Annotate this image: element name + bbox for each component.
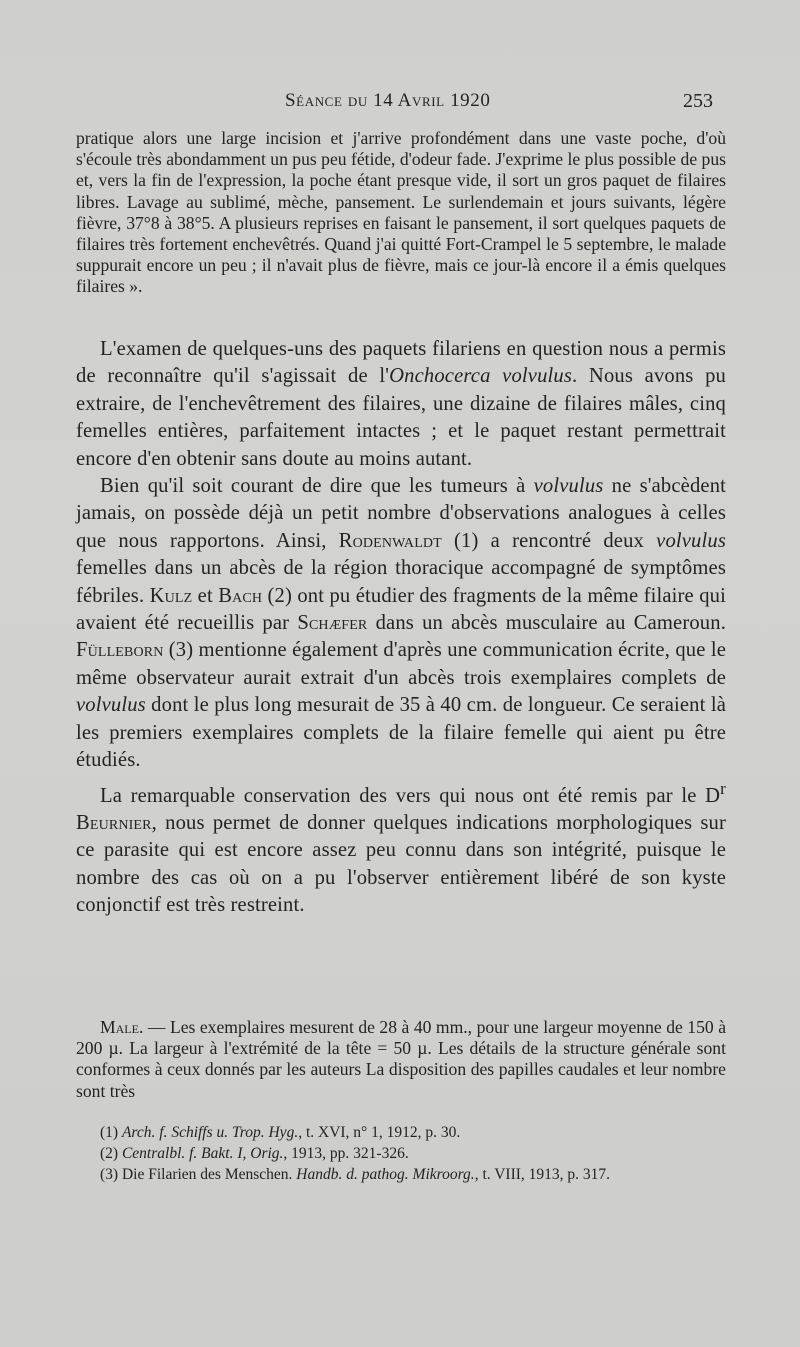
- text-run: femelles dans un abcès de la région thoracique accompagné de symptômes fébriles.: [76, 557, 726, 607]
- text-run: (2) ont pu étudier des fragments de la même filaire qui avaient été recueillis par: [76, 584, 726, 635]
- text-run: . Nous avons pu extraire, de l'enchevêtrement des filaires, une dizaine de filaires mâles, cinq femelles entières, parfaitement intactes ; et le paquet restant permettrait encore d'en obtenir sans doute au moins autant.: [76, 365, 726, 470]
- citation-detail: , t. VIII, 1913, p. 317.: [474, 1166, 611, 1183]
- journal-title: Centralbl. f. Bakt. I, Orig.: [121, 1145, 284, 1162]
- paragraph-examen: [76, 336, 726, 473]
- quoted-case-report: [76, 128, 726, 298]
- citation-detail: , t. XVI, n° 1, 1912, p. 30.: [298, 1124, 461, 1141]
- text-run: Bien qu'il soit courant de dire que les tumeurs à: [100, 475, 534, 498]
- superscript: r: [720, 778, 726, 798]
- footnote-1: [76, 1122, 726, 1143]
- page-number: 253: [683, 90, 713, 112]
- text-run: dont le plus long mesurait de 35 à 40 cm. de longueur. Ce seraient là les premiers exemplaires complets de la filaire femelle qui aient pu être étudiés.: [76, 694, 726, 772]
- footnote-number: (2): [100, 1145, 122, 1162]
- journal-title: Handb. d. pathog. Mikroorg.: [296, 1166, 475, 1183]
- text-run: (3) mentionne également d'après une communication écrite, que le même observateur aurait extrait d'un abcès trois exemplaires complets de: [76, 639, 726, 689]
- text-run: La remarquable conservation des vers qui nous ont été remis par le D: [100, 784, 721, 807]
- citation-detail: , 1913, pp. 321-326.: [283, 1145, 409, 1162]
- paragraph-conservation: [76, 775, 726, 920]
- running-title: Séance du 14 Avril 1920: [285, 90, 491, 111]
- text-run: (1) a rencontré deux: [441, 529, 657, 552]
- male-description: [76, 1017, 726, 1102]
- species-name: Onchocerca volvulus: [389, 365, 572, 388]
- species-name: volvulus: [656, 529, 726, 552]
- footnote-2: [76, 1143, 726, 1164]
- text-run: et: [192, 584, 219, 607]
- quote-paragraph: pratique alors une large incision et j'arrive profondément dans une vaste poche, d'où s'écoule très abondamment un pus peu fétide, d'odeur fade. J'exprime le plus possible de pus et, vers la fin de l'expression, la poche étant presque vide, il sort un gros paquet de filaires libres. Lavage au sublimé, mèche, pansement. Le surlendemain et jours suivants, légère fièvre, 37°8 à 38°5. A plusieurs reprises en faisant le pansement, il sort quelques paquets de filaires très fortement enchevêtrés. Quand j'ai quitté Fort-Crampel le 5 septembre, le malade suppurait encore un peu ; il n'avait plus de fièvre, mais ce jour-là encore il a émis quelques filaires ».: [76, 128, 726, 297]
- author-name: Beurnier: [76, 811, 152, 834]
- footnotes: [76, 1122, 726, 1185]
- species-name: volvulus: [533, 475, 604, 498]
- body-text: [76, 336, 726, 919]
- journal-title: Arch. f. Schiffs u. Trop. Hyg.: [121, 1124, 299, 1141]
- footnote-number: (1): [100, 1124, 122, 1141]
- footnote-number: (3): [100, 1166, 122, 1183]
- section-label: Male.: [100, 1017, 144, 1037]
- text-run: — Les exemplaires mesurent de 28 à 40 mm., pour une largeur moyenne de 150 à 200 µ. La largeur à l'extrémité de la tête = 50 µ. Les détails de la structure générale sont conformes à ceux donnés par les auteurs La disposition des papilles caudales et leur nombre sont très: [76, 1017, 726, 1101]
- author-name: Rodenwaldt: [338, 529, 442, 552]
- text-run: , nous permet de donner quelques indications morphologiques sur ce parasite qui est encore assez peu connu dans son intégrité, puisque le nombre des cas où on a pu l'observer entièrement libéré de son kyste conjonctif est très restreint.: [76, 811, 726, 916]
- text-run: ne s'abcèdent jamais, on possède déjà un petit nombre d'observations analogues à celles que nous rapportons. Ainsi,: [76, 475, 727, 552]
- author-name: Bach: [218, 584, 263, 607]
- species-name: volvulus: [76, 694, 146, 717]
- text-run: L'examen de quelques-uns des paquets filariens en question nous a permis de reconnaître qu'il s'agissait de l': [76, 338, 726, 388]
- footnote-3: [76, 1164, 726, 1185]
- paragraph-observations: [76, 473, 726, 774]
- citation-title: Die Filarien des Menschen.: [121, 1166, 297, 1183]
- author-name: Fülleborn: [76, 639, 164, 662]
- text-run: dans un abcès musculaire au Cameroun.: [367, 612, 726, 635]
- running-header: [0, 86, 800, 116]
- male-paragraph: [76, 1017, 726, 1102]
- author-name: Schæfer: [297, 612, 368, 635]
- author-name: Kulz: [149, 584, 193, 607]
